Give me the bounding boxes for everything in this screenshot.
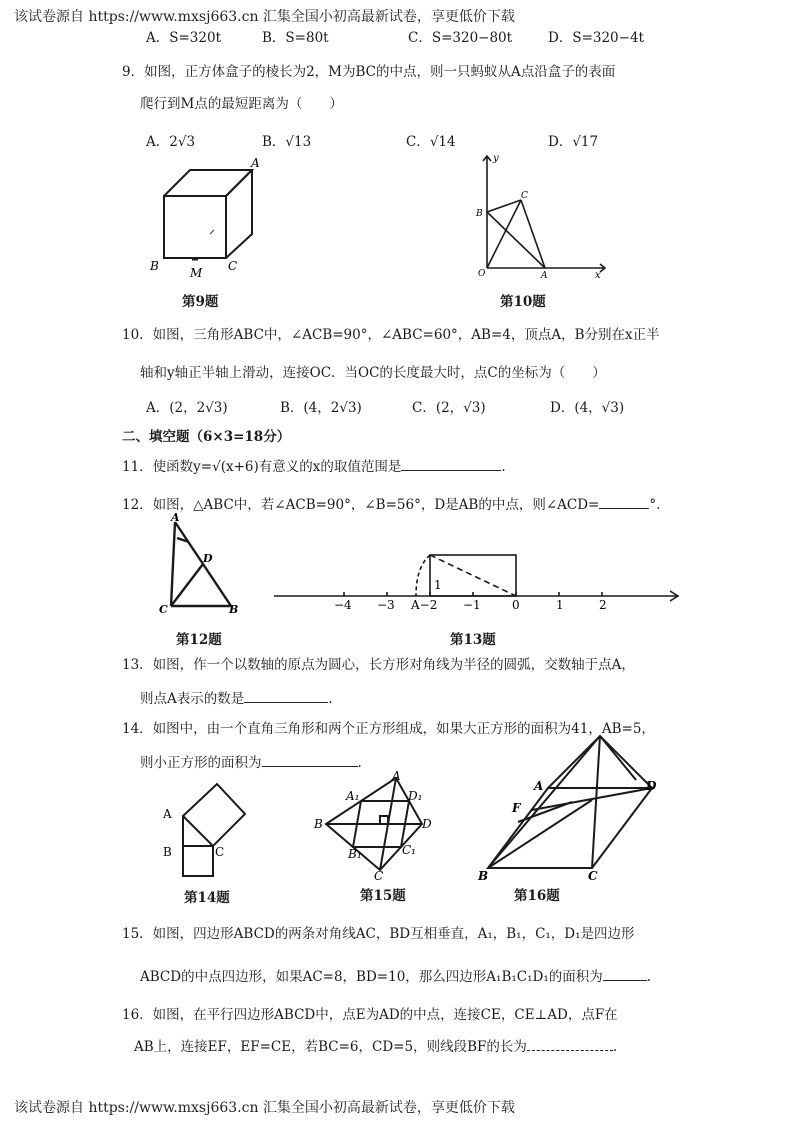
fig10-label-c: C bbox=[521, 191, 528, 201]
q13-blank bbox=[244, 690, 328, 703]
fig13-tick-2: 2 bbox=[599, 598, 607, 612]
q11-end: . bbox=[501, 459, 506, 475]
q9-option-d: D．√17 bbox=[548, 134, 599, 150]
figure-9-cube bbox=[140, 150, 270, 285]
figure-12-triangle bbox=[155, 512, 245, 617]
fig13-tick-neg3: −3 bbox=[377, 598, 395, 612]
fig13-tick-0: 0 bbox=[512, 598, 520, 612]
fig13-tick-1: 1 bbox=[556, 598, 564, 612]
q10-line1: 10．如图，三角形ABC中，∠ACB=90°，∠ABC=60°，AB=4，顶点A，B分别在x正半 bbox=[122, 327, 660, 343]
q14-end: . bbox=[357, 755, 362, 771]
q16-line1: 16．如图，在平行四边形ABCD中，点E为AD的中点，连接CE，CE⊥AD，点F在 bbox=[122, 1007, 618, 1023]
fig14-label-c: C bbox=[215, 845, 225, 859]
figure-12-caption: 第12题 bbox=[176, 632, 222, 648]
q16-blank bbox=[527, 1038, 613, 1051]
fig15-label-d: D bbox=[422, 817, 432, 831]
q9-option-b: B．√13 bbox=[262, 134, 312, 150]
fig10-label-y: y bbox=[493, 153, 499, 164]
fig10-label-b: B bbox=[476, 209, 483, 219]
q12-end: °. bbox=[649, 497, 661, 513]
q8-option-a: A．S=320t bbox=[146, 30, 222, 46]
fig12-label-d: D bbox=[203, 552, 213, 565]
figure-16-caption: 第16题 bbox=[514, 888, 560, 904]
q15-text: ABCD的中点四边形，如果AC=8，BD=10，那么四边形A₁B₁C₁D₁的面积为 bbox=[140, 969, 603, 985]
q12 bbox=[122, 493, 660, 513]
fig9-label-a: A bbox=[251, 156, 260, 170]
figure-16-parallelogram bbox=[472, 730, 672, 885]
q8-option-c: C．S=320−80t bbox=[408, 30, 513, 46]
q12-text: 12．如图，△ABC中，若∠ACB=90°，∠B=56°，D是AB的中点，则∠ACD= bbox=[122, 497, 600, 513]
fig15-label-a1: A₁ bbox=[346, 789, 360, 803]
fig16-label-d: D bbox=[646, 779, 657, 793]
q14-text: 则小正方形的面积为 bbox=[140, 755, 262, 771]
q9-option-a: A．2√3 bbox=[146, 134, 196, 150]
fig16-label-f: F bbox=[512, 801, 521, 815]
page-header: 该试卷源自 https://www.mxsj663.cn 汇集全国小初高最新试卷，享更低价下载 bbox=[14, 9, 515, 25]
fig10-label-x: x bbox=[595, 270, 601, 281]
q12-blank bbox=[599, 496, 649, 509]
q11-text: 11．使函数y=√(x+6)有意义的x的取值范围是 bbox=[122, 459, 402, 475]
fig9-label-c: C bbox=[228, 259, 238, 273]
fig15-label-c1: C₁ bbox=[402, 843, 416, 857]
q14-blank bbox=[262, 754, 358, 767]
fig13-tick-neg4: −4 bbox=[334, 598, 352, 612]
q10-option-a: A．(2，2√3) bbox=[146, 400, 228, 416]
q15-line1: 15．如图，四边形ABCD的两条对角线AC，BD互相垂直，A₁，B₁，C₁，D₁是四边形 bbox=[122, 926, 635, 942]
fig14-label-b: B bbox=[163, 845, 172, 859]
fig12-label-c: C bbox=[159, 603, 168, 616]
fig15-label-a: A bbox=[392, 769, 401, 783]
figure-14-squares bbox=[155, 772, 265, 882]
q11 bbox=[122, 455, 506, 475]
fig16-label-c: C bbox=[588, 869, 598, 883]
q16-end: . bbox=[612, 1039, 618, 1055]
q8-option-b: B．S=80t bbox=[262, 30, 329, 46]
fig9-label-m: M bbox=[190, 266, 203, 280]
q13-line1: 13．如图，作一个以数轴的原点为圆心，长方形对角线为半径的圆弧，交数轴于点A， bbox=[122, 657, 635, 673]
fig15-label-b: B bbox=[314, 817, 323, 831]
fig15-label-b1: B₁ bbox=[348, 847, 362, 861]
page-footer: 该试卷源自 https://www.mxsj663.cn 汇集全国小初高最新试卷，享更低价下载 bbox=[14, 1100, 515, 1116]
fig12-label-a: A bbox=[171, 512, 180, 524]
q13-line2 bbox=[140, 687, 333, 707]
q15-blank bbox=[603, 968, 647, 981]
fig10-label-o: O bbox=[478, 269, 486, 279]
fig12-label-b: B bbox=[229, 603, 239, 616]
q10-line2: 轴和y轴正半轴上滑动，连接OC．当OC的长度最大时，点C的坐标为（ ） bbox=[140, 365, 606, 381]
fig13-tick-neg2: A−2 bbox=[411, 598, 438, 612]
q9-line2: 爬行到M点的最短距离为（ ） bbox=[140, 96, 343, 112]
fig14-label-a: A bbox=[163, 807, 172, 821]
q13-text: 则点A表示的数是 bbox=[140, 691, 245, 707]
fig16-label-b: B bbox=[478, 869, 489, 883]
q9-line1: 9．如图，正方体盒子的棱长为2，M为BC的中点，则一只蚂蚁从A点沿盒子的表面 bbox=[122, 64, 616, 80]
q8-option-d: D．S=320−4t bbox=[548, 30, 644, 46]
fig13-label-one: 1 bbox=[434, 578, 442, 592]
figure-15-quadrilateral bbox=[310, 768, 440, 883]
q10-option-d: D．(4，√3) bbox=[550, 400, 625, 416]
fig9-label-b: B bbox=[150, 259, 159, 273]
q16-text: AB上，连接EF，EF=CE，若BC=6，CD=5，则线段BF的长为 bbox=[134, 1039, 527, 1055]
figure-10-coordinate bbox=[455, 150, 615, 285]
fig16-label-a: A bbox=[534, 779, 544, 793]
fig13-tick-neg1: −1 bbox=[463, 598, 481, 612]
q11-blank bbox=[401, 458, 501, 471]
section-2-title: 二、填空题（6×3=18分） bbox=[122, 429, 291, 445]
fig15-label-c: C bbox=[374, 869, 384, 883]
q9-option-c: C．√14 bbox=[406, 134, 456, 150]
q13-end: . bbox=[328, 691, 333, 707]
q16-line2 bbox=[134, 1035, 617, 1055]
q10-option-b: B．(4，2√3) bbox=[280, 400, 362, 416]
figure-15-caption: 第15题 bbox=[360, 888, 406, 904]
figure-10-caption: 第10题 bbox=[500, 294, 546, 310]
figure-13-number-line bbox=[268, 545, 688, 620]
figure-13-caption: 第13题 bbox=[450, 632, 496, 648]
q14-line1: 14．如图中，由一个直角三角形和两个正方形组成，如果大正方形的面积为41，AB=5， bbox=[122, 721, 655, 737]
q10-option-c: C．(2，√3) bbox=[412, 400, 486, 416]
fig10-label-a: A bbox=[541, 271, 548, 281]
q15-end: . bbox=[646, 969, 652, 985]
figure-14-caption: 第14题 bbox=[184, 890, 230, 906]
fig15-label-d1: D₁ bbox=[408, 789, 423, 803]
figure-9-caption: 第9题 bbox=[182, 294, 219, 310]
q15-line2 bbox=[140, 965, 651, 985]
